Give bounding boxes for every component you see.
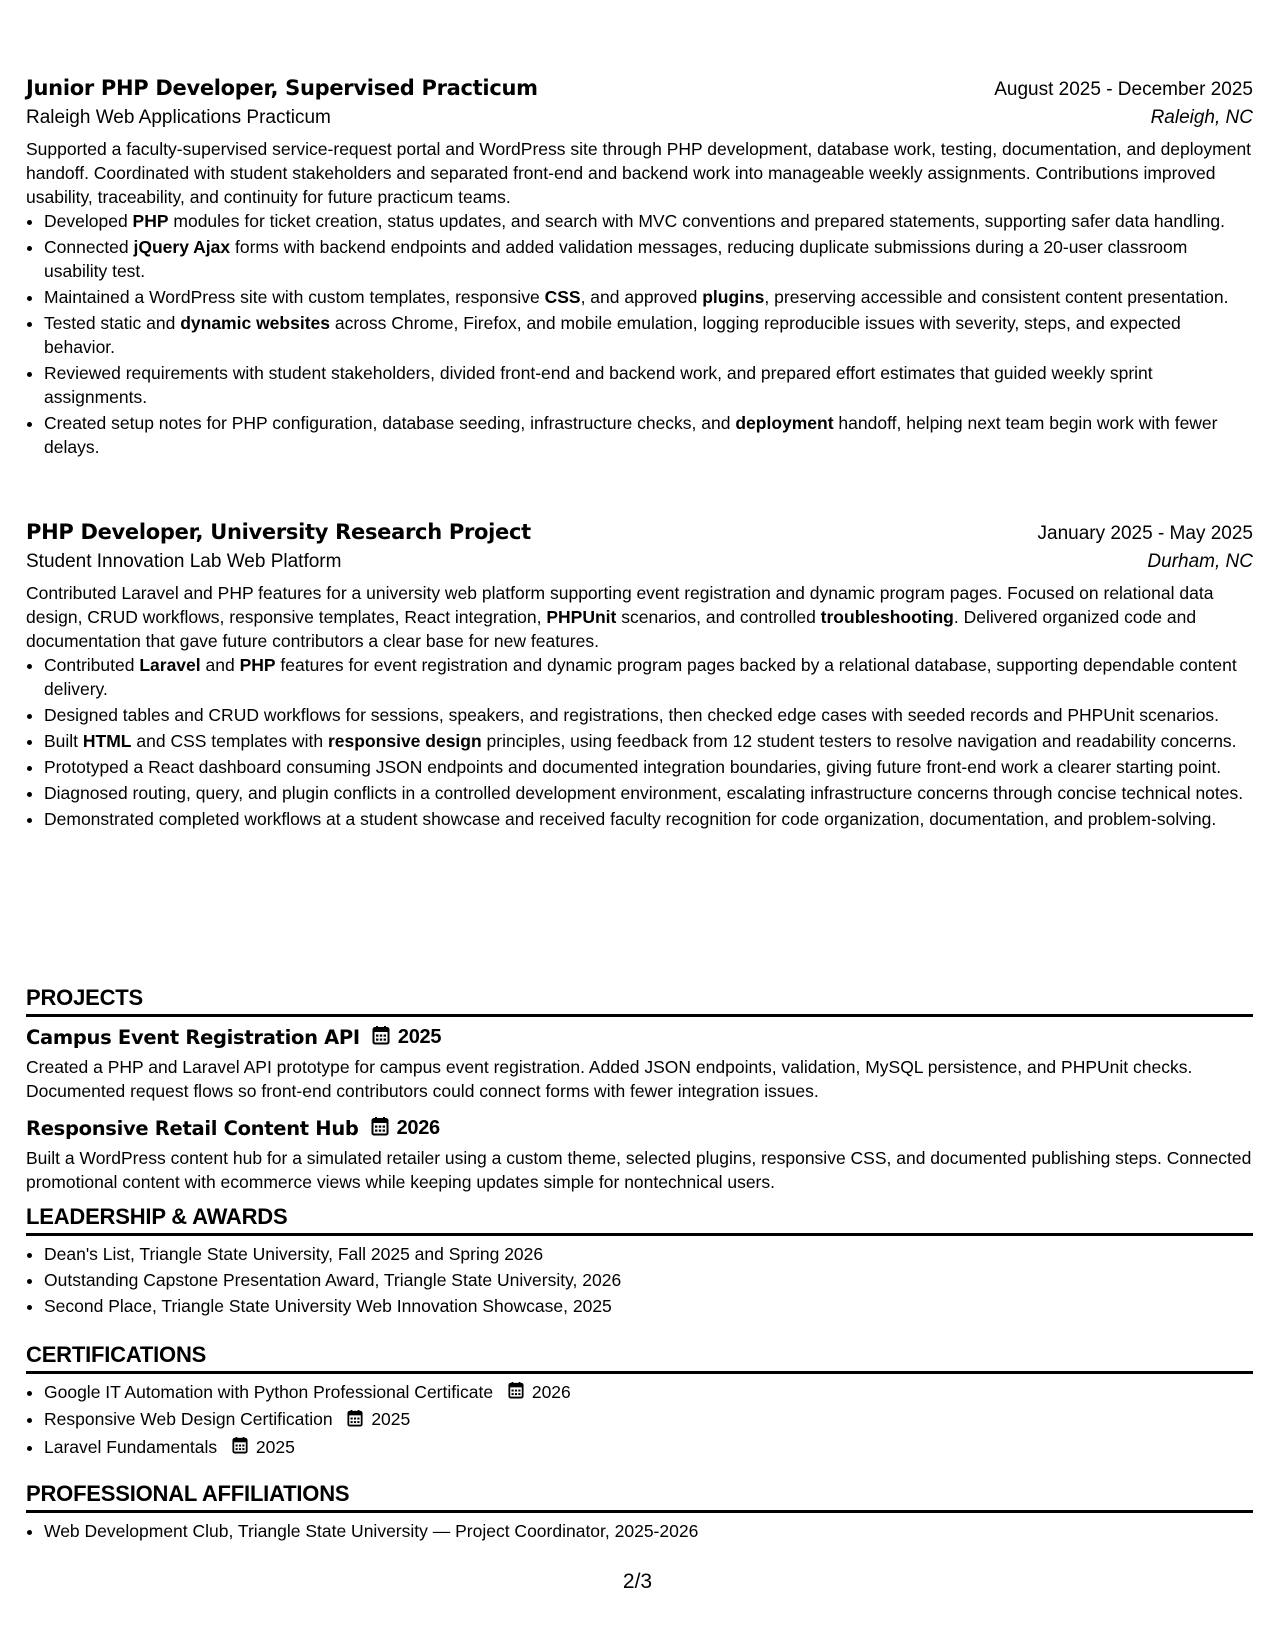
certification-year: 2026 [531, 1382, 571, 1402]
bold-keyword: dynamic websites [180, 313, 330, 333]
job-dates: January 2025 - May 2025 [1037, 523, 1253, 544]
page-number: 2/3 [622, 1570, 653, 1593]
bold-keyword: jQuery Ajax [133, 237, 231, 257]
calendar-icon [372, 1025, 390, 1050]
section-heading: PROJECTS [26, 985, 1253, 1017]
project-year: 2026 [396, 1117, 440, 1139]
bold-keyword: Laravel [139, 655, 201, 675]
experience-entry [26, 520, 1253, 833]
leadership-list [26, 1242, 1253, 1318]
bold-keyword: troubleshooting [820, 607, 954, 627]
certification-name: Responsive Web Design Certification [44, 1409, 333, 1430]
bold-keyword: PHPUnit [546, 607, 617, 627]
bullet-item: • Prototyped a React dashboard consuming JSON endpoints and documented integration boundaries, giving future front-end work a clearer starting point. [44, 755, 1253, 779]
bold-keyword: PHP [132, 211, 169, 231]
leadership-section [26, 1204, 1253, 1320]
list-item: • Web Development Club, Triangle State University — Project Coordinator, 2025-2026 [44, 1519, 1253, 1543]
job-header [26, 76, 1253, 101]
job-summary: Contributed Laravel and PHP features for a university web platform supporting event registration and dynamic program pages. Focused on relational data design, CRUD workflows, responsive templates, React integration, PHPUnit scenarios, and controlled troubleshooting. Delivered organized code and documentation that gave future contributors a clear base for new features. [26, 583, 1214, 651]
list-item [44, 1380, 1253, 1405]
bullet-item: • Connected jQuery Ajax forms with backend endpoints and added validation messages, reducing duplicate submissions during a 20-user classroom usability test. [44, 235, 1253, 283]
bullet-item: • Reviewed requirements with student stakeholders, divided front-end and backend work, and prepared effort estimates that guided weekly sprint assignments. [44, 361, 1253, 409]
calendar-icon [371, 1116, 389, 1141]
job-summary: Supported a faculty-supervised service-request portal and WordPress site through PHP development, database work, testing, documentation, and deployment handoff. Coordinated with student stakeholders and separated front-end and backend work into manageable weekly assignments. Contributions improved usability, traceability, and continuity for future practicum teams. [26, 139, 1252, 207]
project-item [26, 1116, 1253, 1194]
calendar-icon [508, 1381, 524, 1405]
project-year: 2025 [397, 1026, 442, 1048]
certification-year: 2025 [371, 1409, 411, 1430]
calendar-icon [232, 1436, 248, 1460]
project-description: Built a WordPress content hub for a simulated retailer using a custom theme, selected plugins, responsive CSS, and documented publishing steps. Connected promotional content with ecommerce views while keeping updates simple for nontechnical users. [26, 1148, 1252, 1192]
job-bullets [26, 653, 1253, 831]
list-item: • Second Place, Triangle State University Web Innovation Showcase, 2025 [44, 1294, 1253, 1318]
list-item: • Dean's List, Triangle State University, Fall 2025 and Spring 2026 [44, 1242, 1253, 1266]
list-item [44, 1435, 1253, 1460]
bullet-item: • Diagnosed routing, query, and plugin conflicts in a controlled development environment, escalating infrastructure concerns through concise technical notes. [44, 781, 1253, 805]
certifications-section [26, 1342, 1253, 1462]
project-name: Responsive Retail Content Hub [26, 1117, 359, 1140]
bold-keyword: deployment [735, 413, 834, 433]
list-item: • Outstanding Capstone Presentation Award, Triangle State University, 2026 [44, 1268, 1253, 1292]
bullet-item: • Created setup notes for PHP configuration, database seeding, infrastructure checks, and deployment handoff, helping next team begin work with fewer delays. [44, 411, 1253, 459]
certifications-list [26, 1380, 1253, 1460]
job-location: Durham, NC [1147, 551, 1253, 572]
certification-name: Laravel Fundamentals [44, 1436, 218, 1457]
section-heading: CERTIFICATIONS [26, 1342, 1253, 1374]
job-location: Raleigh, NC [1150, 107, 1253, 128]
certification-year: 2025 [255, 1436, 295, 1457]
job-organization: Raleigh Web Applications Practicum [26, 107, 331, 128]
section-heading: PROFESSIONAL AFFILIATIONS [26, 1481, 1253, 1513]
certification-name: Google IT Automation with Python Professional Certificate [44, 1382, 494, 1402]
job-title: PHP Developer, University Research Project [26, 520, 531, 544]
section-heading: LEADERSHIP & AWARDS [26, 1204, 1253, 1236]
job-title: Junior PHP Developer, Supervised Practicum [26, 76, 538, 100]
job-subheader [26, 107, 1253, 129]
bullet-item: • Tested static and dynamic websites across Chrome, Firefox, and mobile emulation, logging reproducible issues with severity, steps, and expected behavior. [44, 311, 1253, 359]
calendar-icon [347, 1409, 363, 1433]
project-title [26, 1025, 1253, 1050]
affiliations-section [26, 1481, 1253, 1545]
job-header [26, 520, 1253, 545]
bold-keyword: CSS [544, 287, 581, 307]
project-title [26, 1116, 1253, 1141]
job-subheader [26, 551, 1253, 573]
bold-keyword: plugins [702, 287, 765, 307]
affiliations-list [26, 1519, 1253, 1543]
bullet-item: • Maintained a WordPress site with custom templates, responsive CSS, and approved plugins, preserving accessible and consistent content presentation. [44, 285, 1253, 309]
projects-section [26, 985, 1253, 1194]
job-dates: August 2025 - December 2025 [994, 79, 1253, 100]
bullet-item: • Developed PHP modules for ticket creation, status updates, and search with MVC conventions and prepared statements, supporting safer data handling. [44, 209, 1253, 233]
project-item [26, 1025, 1253, 1103]
job-bullets [26, 209, 1253, 459]
bold-keyword: PHP [239, 655, 276, 675]
bullet-item: • Contributed Laravel and PHP features for event registration and dynamic program pages backed by a relational database, supporting dependable content delivery. [44, 653, 1253, 701]
project-description: Created a PHP and Laravel API prototype for campus event registration. Added JSON endpoints, validation, MySQL persistence, and PHPUnit checks. Documented request flows so front-end contributors could connect forms with fewer integration issues. [26, 1057, 1193, 1101]
bullet-item: • Demonstrated completed workflows at a student showcase and received faculty recognition for code organization, documentation, and problem-solving. [44, 807, 1253, 831]
bold-keyword: HTML [82, 731, 132, 751]
list-item [44, 1407, 1253, 1432]
bold-keyword: responsive design [328, 731, 482, 751]
job-organization: Student Innovation Lab Web Platform [26, 551, 342, 572]
project-name: Campus Event Registration API [26, 1026, 360, 1049]
experience-entry [26, 76, 1253, 461]
bullet-item: • Built HTML and CSS templates with responsive design principles, using feedback from 12 student testers to resolve navigation and readability concerns. [44, 729, 1253, 753]
bullet-item: • Designed tables and CRUD workflows for sessions, speakers, and registrations, then checked edge cases with seeded records and PHPUnit scenarios. [44, 703, 1253, 727]
